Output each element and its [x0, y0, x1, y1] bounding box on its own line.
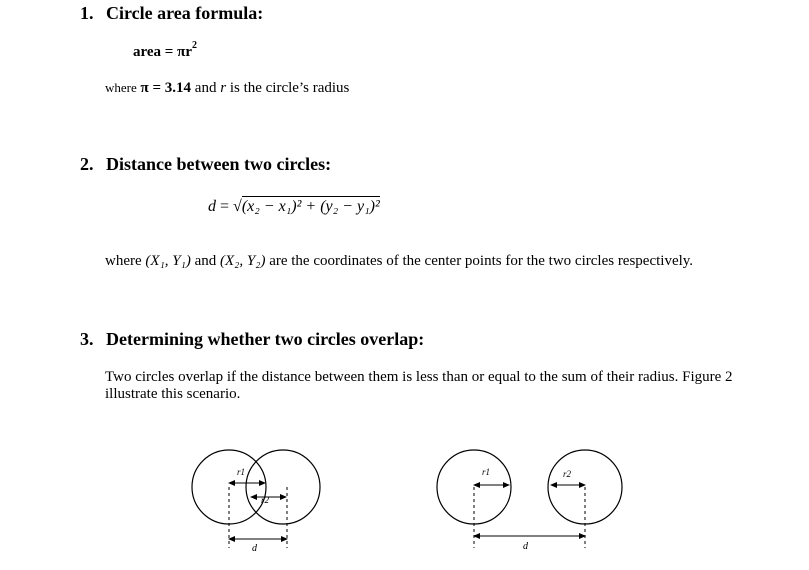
area-formula-eq: =	[164, 44, 174, 60]
area-where-line	[105, 80, 349, 97]
section-2-heading	[80, 154, 331, 175]
section-3-title: Determining whether two circles overlap:	[106, 329, 425, 349]
area-formula-exp: 2	[192, 40, 197, 51]
distance-formula-sqrt: √	[233, 198, 242, 215]
section-1-title: Circle area formula:	[106, 3, 264, 23]
distance-formula	[208, 198, 380, 216]
left-d-label: d	[252, 543, 257, 554]
coord-and: and	[194, 253, 217, 269]
left-circle-2	[246, 450, 320, 524]
distance-where-prefix: where	[105, 253, 142, 269]
area-formula-lhs: area	[133, 44, 162, 60]
section-1-heading	[80, 3, 263, 24]
coord-1: (X₁, Y₁)	[145, 253, 191, 269]
right-r1-label: r1	[482, 467, 491, 477]
section-2-number: 2.	[80, 154, 94, 174]
distance-where-line	[105, 253, 693, 270]
left-r2-label: r2	[261, 495, 270, 505]
separate-circles-diagram	[437, 450, 622, 552]
right-r2-label: r2	[563, 469, 572, 479]
distance-formula-eq: =	[220, 198, 230, 215]
section-3-heading	[80, 329, 424, 350]
overlapping-circles-diagram	[192, 450, 320, 554]
distance-where-suffix: are the coordinates of the center points for the two circles respectively.	[269, 253, 694, 269]
area-where-pi: π	[140, 80, 149, 96]
section-1-number: 1.	[80, 3, 94, 23]
distance-formula-d: d	[208, 198, 216, 215]
area-where-eq: =	[152, 80, 162, 96]
area-formula-pi: π	[177, 44, 186, 60]
distance-formula-body: (x₂ − x₁)² + (y₂ − y₁)²	[241, 198, 380, 215]
section-2-title: Distance between two circles:	[106, 154, 332, 174]
area-where-prefix: where	[105, 80, 137, 95]
area-where-value: 3.14	[164, 80, 192, 96]
area-where-r: r	[220, 80, 227, 96]
area-where-suffix: is the circle’s radius	[229, 80, 350, 96]
figure-2	[0, 430, 809, 570]
left-r1-label: r1	[237, 467, 246, 477]
overlap-paragraph: Two circles overlap if the distance between them is less than or equal to the sum of their radius. Figure 2 illustrate this scenario.	[105, 369, 733, 402]
coord-2: (X₂, Y₂)	[220, 253, 266, 269]
area-formula-r: r	[185, 44, 192, 60]
area-where-and: and	[194, 80, 217, 96]
area-formula	[133, 42, 197, 61]
right-d-label: d	[523, 541, 528, 552]
section-3-number: 3.	[80, 329, 94, 349]
